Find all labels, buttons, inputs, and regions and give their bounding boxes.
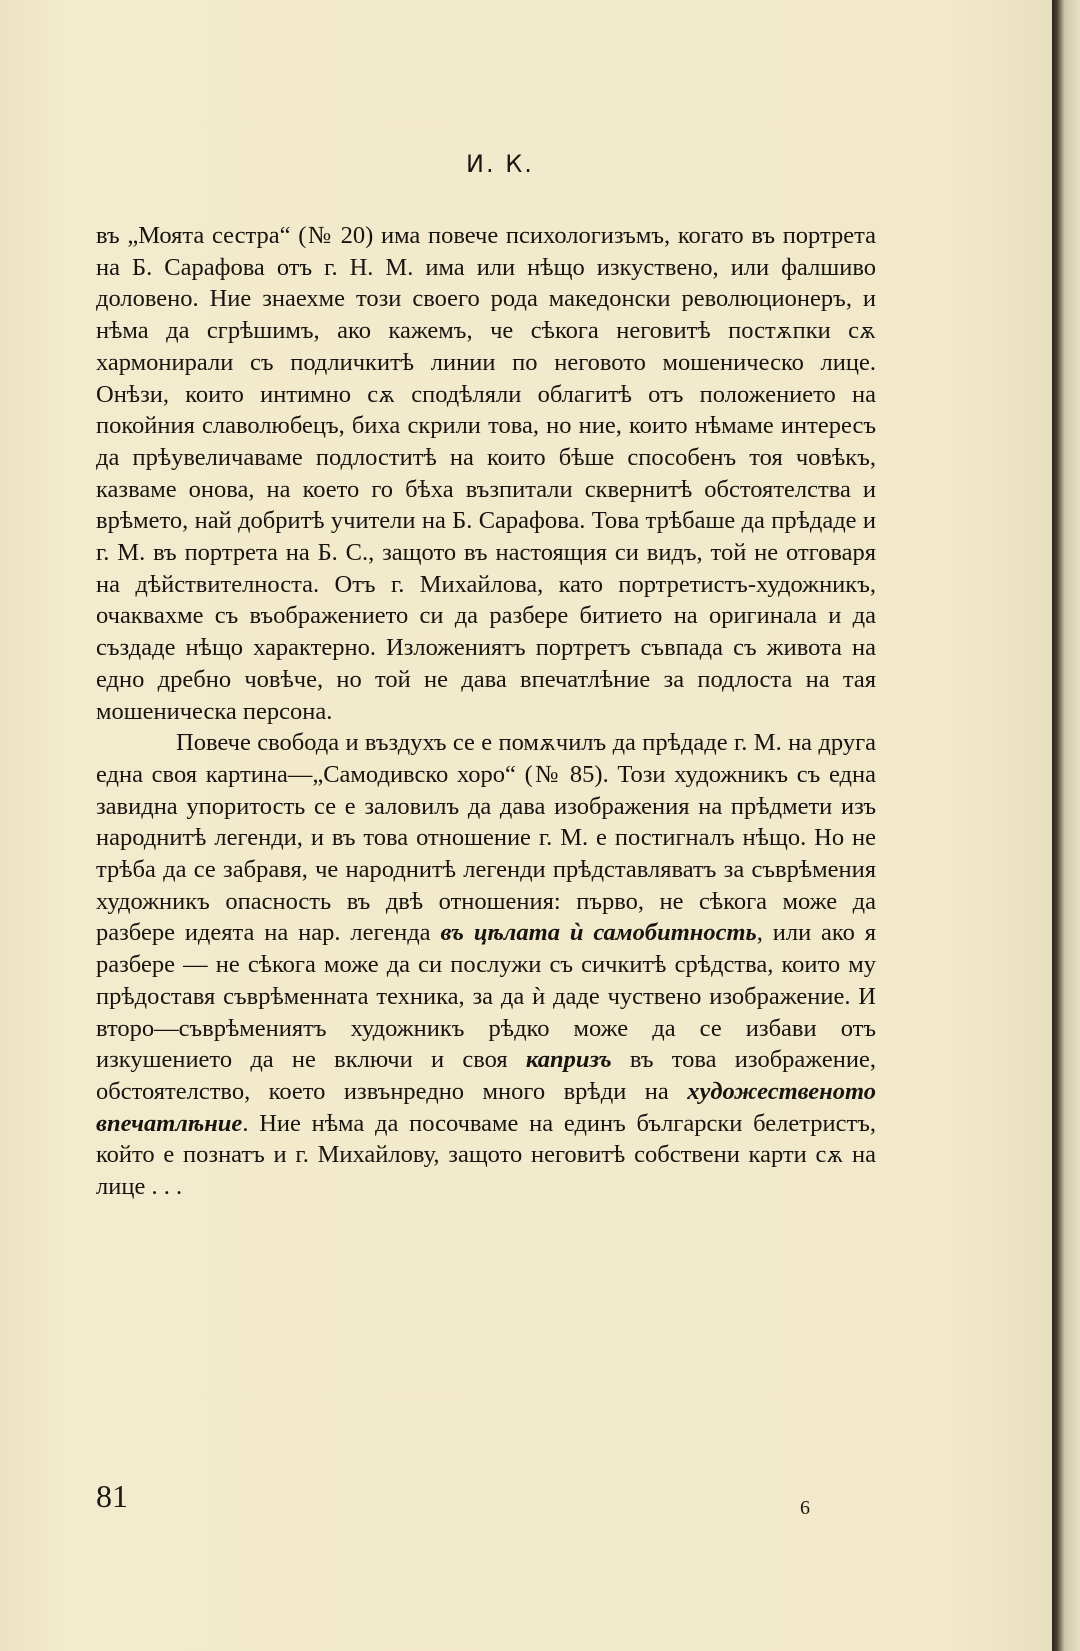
- paragraph-2-italic-1: въ цѣлата ѝ самобитность: [440, 919, 757, 947]
- paragraph-2-text-1: Повече свобода и въздухъ се е помѫчилъ да прѣдаде г. М. на друга една своя картина—„Самодивско хоро“ (№ 85). Този художникъ съ една завидна упоритость се е заловилъ да дава изображения на прѣдмети изъ народнитѣ легенди, и въ това отношение г. М. е постигналъ нѣщо. Но не трѣба да се забравя, че народнитѣ легенди прѣдставляватъ за съврѣмения художникъ опасность въ двѣ отношения: първо, не сѣкога може да разбере идеята на нар. легенда: [96, 729, 876, 947]
- signature-mark: 6: [800, 1497, 810, 1519]
- page-number: 81: [96, 1478, 128, 1514]
- paragraph-2-italic-3: художественото впечатлѣние: [96, 1077, 876, 1137]
- book-spine-shadow: [1052, 0, 1080, 1651]
- paragraph-2-text-3: въ това изображение, обстоятелство, което извънредно много врѣди на: [96, 1046, 876, 1105]
- running-head: И. К.: [466, 150, 534, 178]
- paragraph-2-text-4: . Ние нѣма да посочваме на единъ български белетристъ, който е познатъ и г. Михайлову, защото неговитѣ собствени карти сѫ на лице . . .: [96, 1109, 876, 1201]
- paragraph-1: въ „Моята сестра“ (№ 20) има повече психологизъмъ, когато въ портрета на Б. Сарафова отъ г. Н. М. има или нѣщо изкуствено, или фалшиво доловено. Ние знаехме този своего рода македонски революционеръ, и нѣма да сгрѣшимъ, ако кажемъ, че сѣкога неговитѣ постѫпки сѫ хармонирали съ подличкитѣ линии по неговото мошеническо лице. Онѣзи, които интимно сѫ сподѣляли облагитѣ отъ положението на покойния славолюбецъ, биха скрили това, но ние, които нѣмаме интересъ да прѣувеличаваме подлоститѣ на които бѣше способенъ тоя човѣкъ, казваме онова, на което го бѣха възпитали сквернитѣ обстоятелства и врѣмето, най добритѣ учители на Б. Сарафова. Това трѣбаше да прѣдаде и г. М. въ портрета на Б. С., защото въ настоящия си видъ, той не отговаря на дѣйствителноста. Отъ г. Михайлова, като портретистъ-художникъ, очаквахме съ въображението си да разбере битието на оригинала и да създаде нѣщо характерно. Изложениятъ портретъ съвпада съ живота на едно дребно човѣче, но той не дава впечатлѣние за подлоста на тая мошеническа персона.: [96, 222, 876, 725]
- paragraph-2-italic-2: капризъ: [525, 1046, 612, 1074]
- body-text: [96, 220, 876, 1203]
- paragraph-2: [96, 727, 876, 1203]
- paragraph-2-text-2: , или ако я разбере — не сѣкога може да си послужи съ сичкитѣ срѣдства, които му прѣдоставя съврѣменната техника, за да ѝ даде чуствено изображение. И второ—съврѣмениятъ художникъ рѣдко може да се избави отъ изкушението да не включи и своя: [96, 919, 876, 1074]
